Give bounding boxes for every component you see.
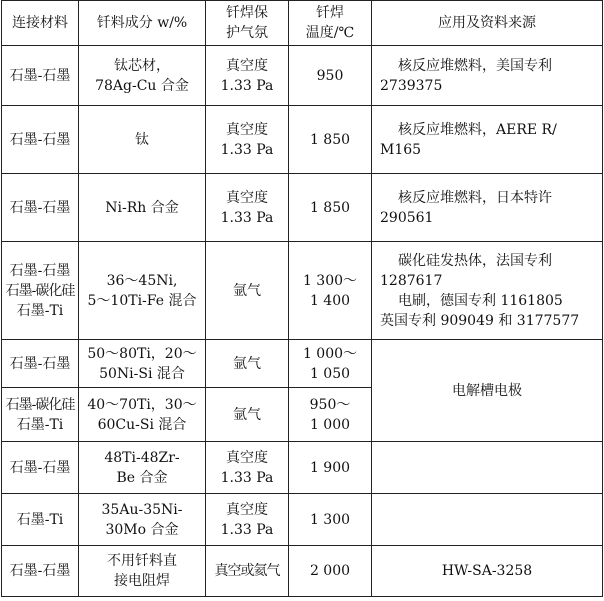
- table-row: [2, 46, 603, 106]
- table-row: [2, 174, 603, 242]
- temperature-cell: 1 850: [289, 106, 372, 174]
- atmosphere-cell: 真空度 1.33 Pa: [206, 494, 289, 546]
- temperature-cell: 1 850: [289, 174, 372, 242]
- header-row: [2, 1, 603, 46]
- atmosphere-cell: 真空或氦气: [206, 546, 289, 597]
- header-temperature: 钎焊 温度/℃: [289, 1, 372, 46]
- atmosphere-cell: 氩气: [206, 340, 289, 388]
- source-cell: 碳化硅发热体，法国专利 1287617 电刷，德国专利 1161805 英国专利 909049 和 3177577: [372, 242, 603, 340]
- temperature-cell: 1 900: [289, 442, 372, 494]
- material-cell: 石墨-石墨: [2, 46, 79, 106]
- temperature-cell: 1 000～ 1 050: [289, 340, 372, 388]
- temperature-cell: 950～ 1 000: [289, 388, 372, 442]
- brazing-table: [1, 0, 603, 597]
- composition-cell: 钛芯材， 78Ag-Cu 合金: [79, 46, 206, 106]
- material-cell: 石墨-碳化硅 石墨-Ti: [2, 388, 79, 442]
- composition-cell: 50～80Ti，20～ 50Ni-Si 混合: [79, 340, 206, 388]
- table-row: [2, 442, 603, 494]
- material-cell: 石墨-石墨: [2, 106, 79, 174]
- source-cell: 核反应堆燃料，AERE R/ M165: [372, 106, 603, 174]
- material-cell: 石墨-Ti: [2, 494, 79, 546]
- material-cell: 石墨-石墨: [2, 340, 79, 388]
- header-atmosphere: 钎焊保 护气氛: [206, 1, 289, 46]
- header-material: 连接材料: [2, 1, 79, 46]
- material-cell: 石墨-石墨 石墨-碳化硅 石墨-Ti: [2, 242, 79, 340]
- atmosphere-cell: 真空度 1.33 Pa: [206, 46, 289, 106]
- material-cell: 石墨-石墨: [2, 174, 79, 242]
- atmosphere-cell: 氩气: [206, 242, 289, 340]
- material-cell: 石墨-石墨: [2, 442, 79, 494]
- composition-cell: 48Ti-48Zr- Be 合金: [79, 442, 206, 494]
- composition-cell: 钛: [79, 106, 206, 174]
- source-cell-empty: [372, 494, 603, 546]
- temperature-cell: 1 300: [289, 494, 372, 546]
- header-composition: 钎料成分 w/%: [79, 1, 206, 46]
- table-row: [2, 242, 603, 340]
- atmosphere-cell: 氩气: [206, 388, 289, 442]
- atmosphere-cell: 真空度 1.33 Pa: [206, 106, 289, 174]
- composition-cell: Ni-Rh 合金: [79, 174, 206, 242]
- atmosphere-cell: 真空度 1.33 Pa: [206, 442, 289, 494]
- temperature-cell: 1 300～ 1 400: [289, 242, 372, 340]
- table-row: [2, 106, 603, 174]
- source-cell: 核反应堆燃料，美国专利 2739375: [372, 46, 603, 106]
- source-cell-empty: [372, 442, 603, 494]
- merged-source-cell: 电解槽电极: [372, 340, 603, 442]
- temperature-cell: 2 000: [289, 546, 372, 597]
- table-row: [2, 494, 603, 546]
- source-cell: 核反应堆燃料，日本特许 290561: [372, 174, 603, 242]
- temperature-cell: 950: [289, 46, 372, 106]
- table-row: [2, 546, 603, 597]
- composition-cell: 40～70Ti，30～ 60Cu-Si 混合: [79, 388, 206, 442]
- table-row: [2, 340, 603, 388]
- material-cell: 石墨-石墨: [2, 546, 79, 597]
- source-cell: HW-SA-3258: [372, 546, 603, 597]
- header-source: 应用及资料来源: [372, 1, 603, 46]
- composition-cell: 35Au-35Ni- 30Mo 合金: [79, 494, 206, 546]
- composition-cell: 不用钎料直 接电阻焊: [79, 546, 206, 597]
- atmosphere-cell: 真空度 1.33 Pa: [206, 174, 289, 242]
- composition-cell: 36～45Ni, 5～10Ti-Fe 混合: [79, 242, 206, 340]
